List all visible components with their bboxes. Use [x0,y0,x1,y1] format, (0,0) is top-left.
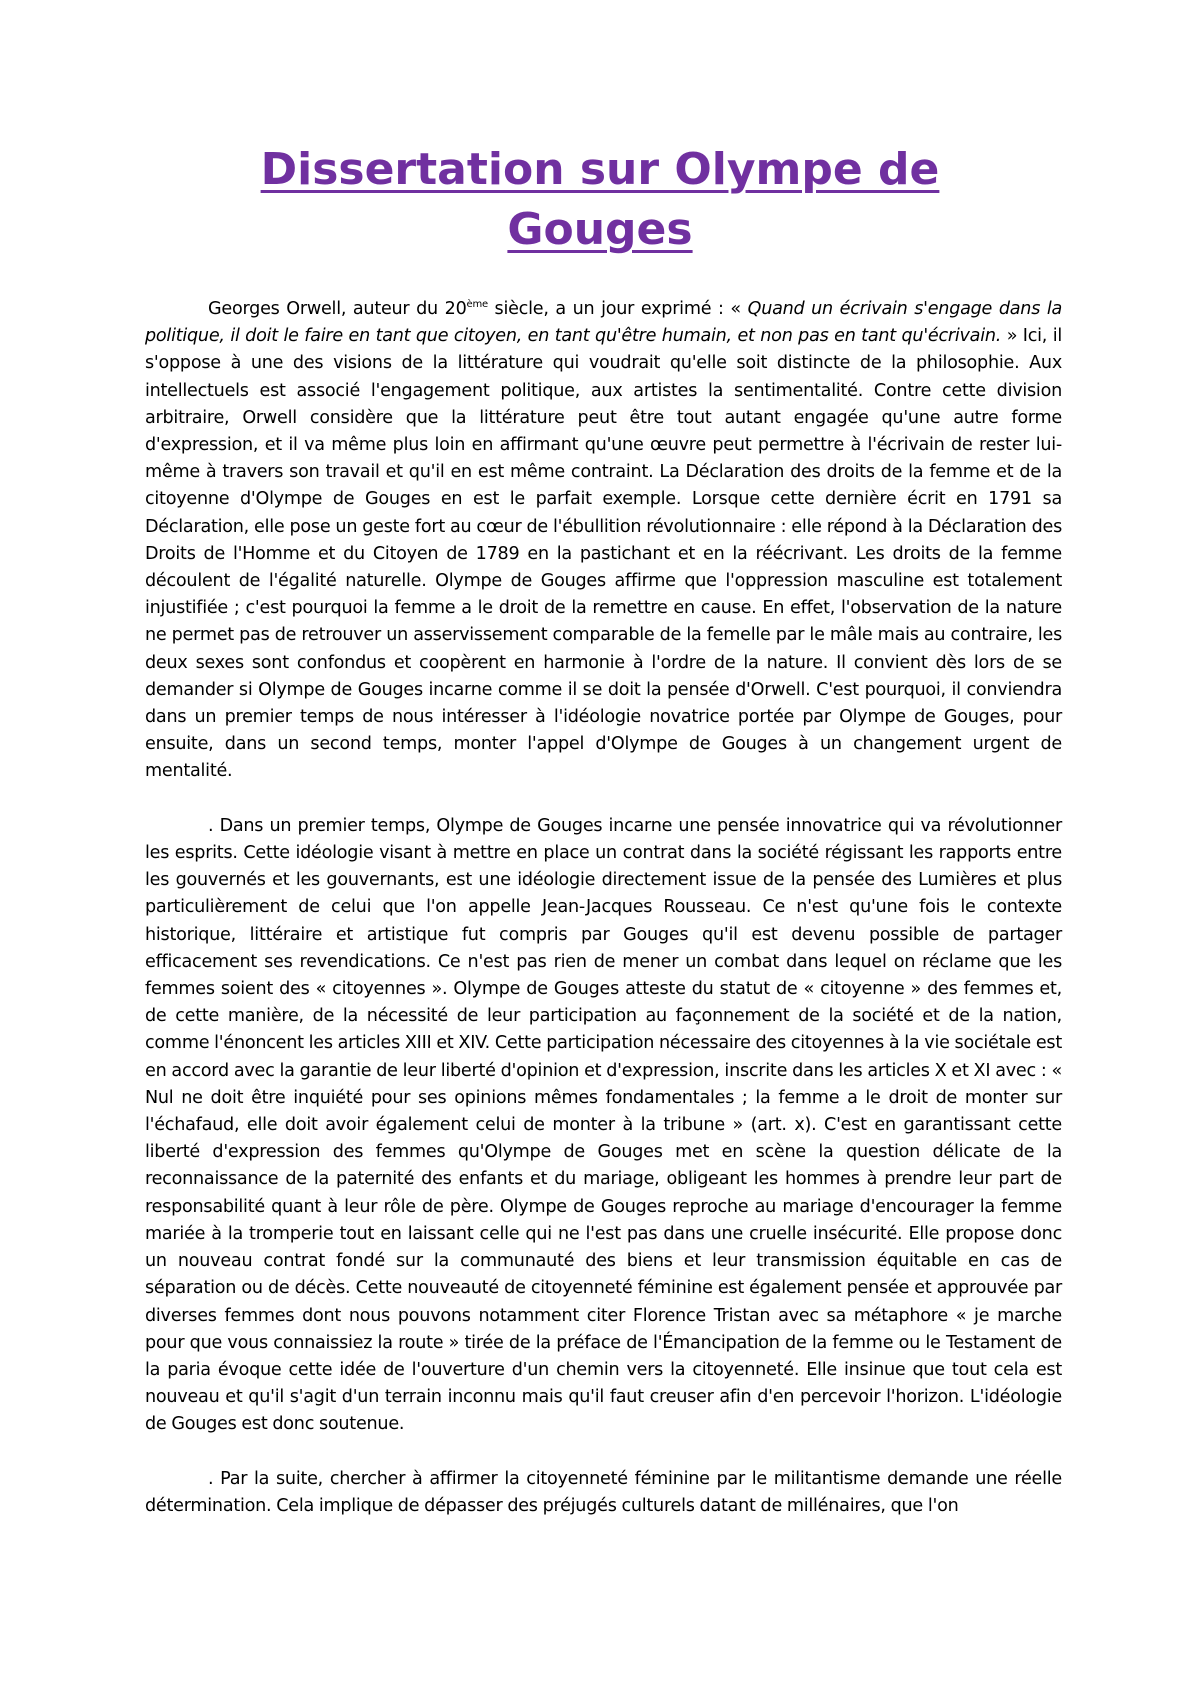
title-line-1: Dissertation sur Olympe de [260,144,940,195]
paragraph-introduction [145,296,1062,786]
paragraph-part-one: . Dans un premier temps, Olympe de Gouges incarne une pensée innovatrice qui va révolutionner les esprits. Cette idéologie visant à mettre en place un contrat dans la société régissant les rapports entre les gouvernés et les gouvernants, est une idéologie directement issue de la pensée des Lumières et plus particulièrement de celui que l'on appelle Jean-Jacques Rousseau. Ce n'est qu'une fois le contexte historique, littéraire et artistique fut compris par Gouges qu'il est devenu possible de partager efficacement ses revendications. Ce n'est pas rien de mener un combat dans lequel on réclame que les femmes soient des « citoyennes ». Olympe de Gouges atteste du statut de « citoyenne » des femmes et, de cette manière, de la nécessité de leur participation au façonnement de la société et de la nation, comme l'énoncent les articles XIII et XIV. Cette participation nécessaire des citoyennes à la vie sociétale est en accord avec la garantie de leur liberté d'opinion et d'expression, inscrite dans les articles X et XI avec : « Nul ne doit être inquiété pour ses opinions mêmes fondamentales ; la femme a le droit de monter sur l'échafaud, elle doit avoir également celui de monter à la tribune » (art. x). C'est en garantissant cette liberté d'expression des femmes qu'Olympe de Gouges met en scène la question délicate de la reconnaissance de la paternité des enfants et du mariage, obligeant les hommes à prendre leur part de responsabilité quant à leur rôle de père. Olympe de Gouges reproche au mariage d'encourager la femme mariée à la tromperie tout en laissant celle qui ne l'est pas dans une cruelle insécurité. Elle propose donc un nouveau contrat fondé sur la communauté des biens et leur transmission équitable en cas de séparation ou de décès. Cette nouveauté de citoyenneté féminine est également pensée et approuvée par diverses femmes dont nous pouvons notamment citer Florence Tristan avec sa métaphore « je marche pour que vous connaissiez la route » tirée de la préface de l'Émancipation de la femme ou le Testament de la paria évoque cette idée de l'ouverture d'un chemin vers la citoyenneté. Elle insinue que tout cela est nouveau et qu'il s'agit d'un terrain inconnu mais qu'il faut creuser afin d'en percevoir l'horizon. L'idéologie de Gouges est donc soutenue. [145,815,1062,1435]
orwell-quote: Quand un écrivain s'engage dans la politique, il doit le faire en tant que citoyen, en tant qu'être humain, et non pas en tant qu'écrivain. [145,299,1062,347]
document-title [160,140,1040,260]
intro-text-rest: » Ici, il s'oppose à une des visions de la littérature qui voudrait qu'elle soit distincte de la philosophie. Aux intellectuels est associé l'engagement politique, aux artistes la sentimentalité. Contre cette division arbitraire, Orwell considère que la littérature peut être tout autant engagée qu'une autre forme d'expression, et il va même plus loin en affirmant qu'une œuvre peut permettre à l'écrivain de rester lui-même à travers son travail et qu'il en est même contraint. La Déclaration des droits de la femme et de la citoyenne d'Olympe de Gouges en est le parfait exemple. Lorsque cette dernière écrit en 1791 sa Déclaration, elle pose un geste fort au cœur de l'ébullition révolutionnaire : elle répond à la Déclaration des Droits de l'Homme et du Citoyen de 1789 en la pastichant et en la réécrivant. Les droits de la femme découlent de l'égalité naturelle. Olympe de Gouges affirme que l'oppression masculine est totalement injustifiée ; c'est pourquoi la femme a le droit de la remettre en cause. En effet, l'observation de la nature ne permet pas de retrouver un asservissement comparable de la femelle par le mâle mais au contraire, les deux sexes sont confondus et coopèrent en harmonie à l'ordre de la nature. Il convient dès lors de se demander si Olympe de Gouges incarne comme il se doit la pensée d'Orwell. C'est pourquoi, il conviendra dans un premier temps de nous intéresser à l'idéologie novatrice portée par Olympe de Gouges, pour ensuite, dans un second temps, monter l'appel d'Olympe de Gouges à un changement urgent de mentalité. [145,326,1062,782]
intro-text-start: Georges Orwell, auteur du 20 [208,299,467,319]
document-body [145,296,1062,1520]
paragraph-part-two: . Par la suite, chercher à affirmer la citoyenneté féminine par le militantisme demande une réelle détermination. Cela implique de dépasser des préjugés culturels datant de millénaires, que l'on [145,1468,1062,1516]
ordinal-superscript: ème [466,299,488,310]
title-line-2: Gouges [507,204,693,255]
intro-text-before-quote: siècle, a un jour exprimé : « [487,299,748,319]
